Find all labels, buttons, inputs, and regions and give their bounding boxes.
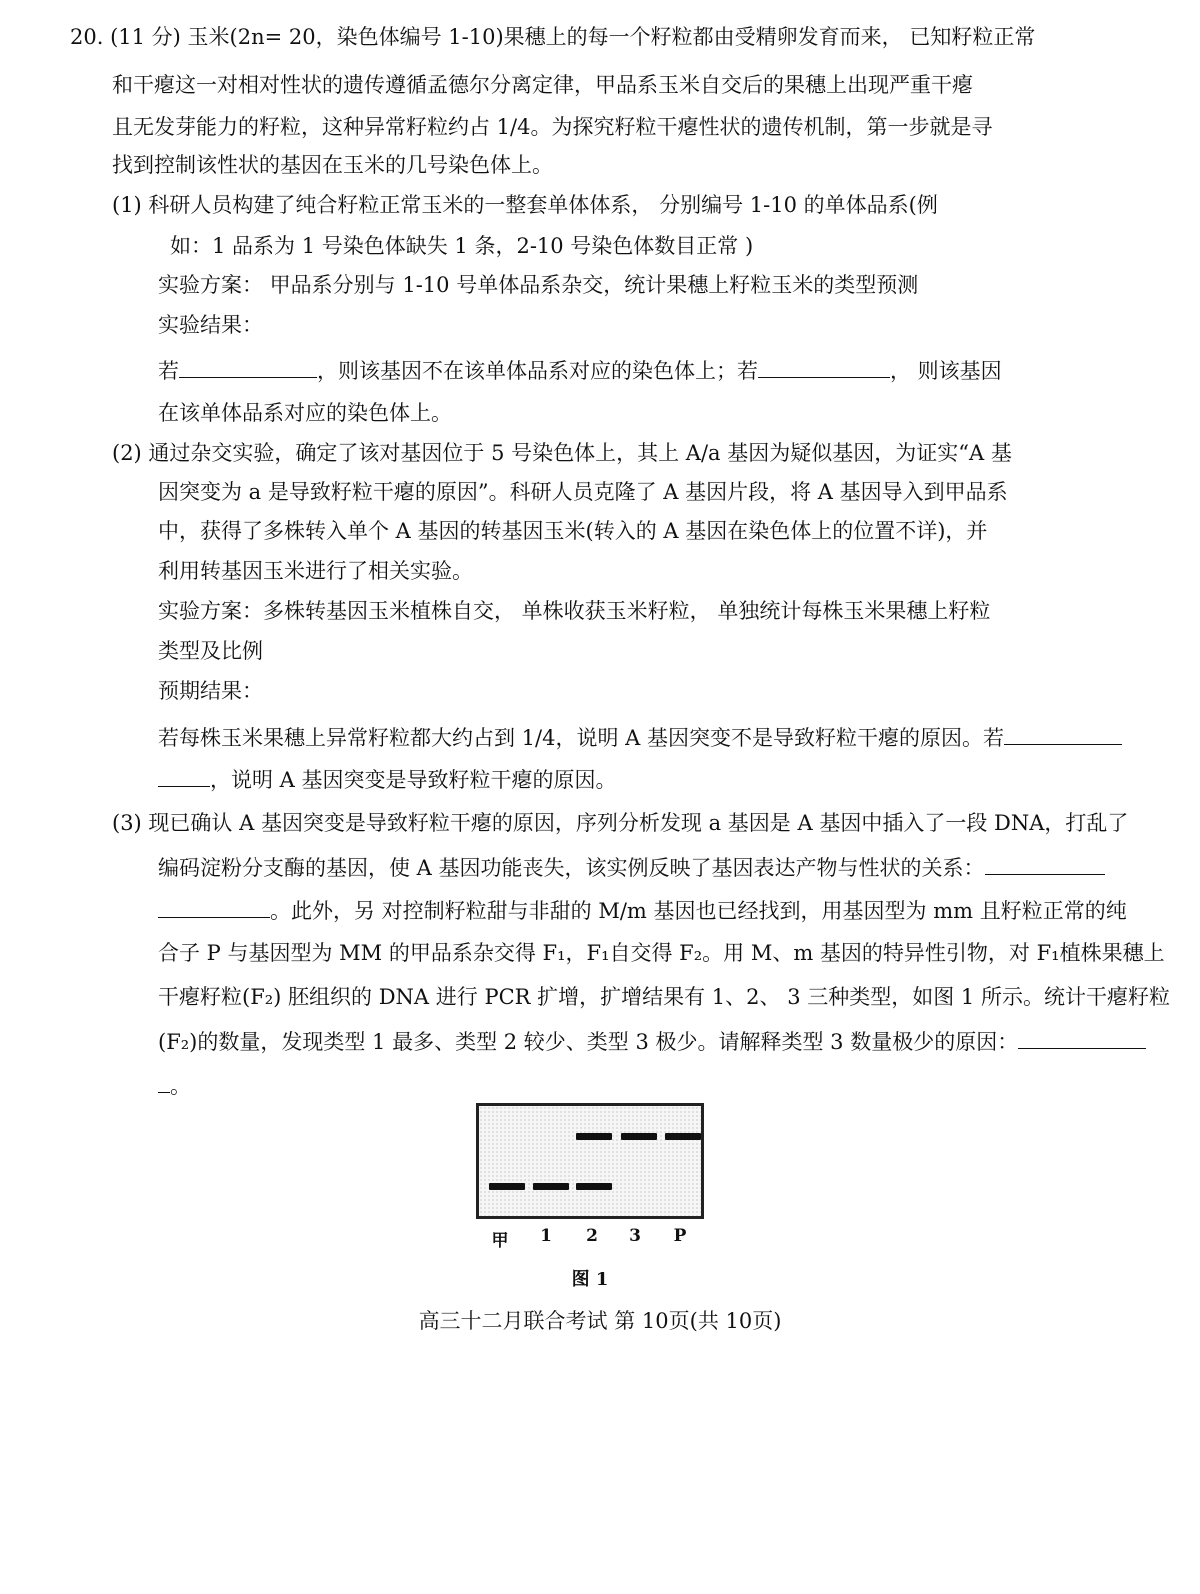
answer-blank-3-cont[interactable] <box>158 764 210 787</box>
part1-fill-end: 在该单体品系对应的染色体上。 <box>158 401 452 425</box>
part1-line-1: (1) 科研人员构建了纯合籽粒正常玉米的一整套单体体系， 分别编号 1-10 的单体品系(例 <box>112 193 938 217</box>
part1-fill-c: ， 则该基因 <box>890 359 1002 383</box>
part1-fill-a: 若 <box>158 359 179 383</box>
part2-line-1: (2) 通过杂交实验，确定了该对基因位于 5 号染色体上，其上 A/a 基因为疑似基因，为证实“A 基 <box>112 441 1012 465</box>
part2-line-2: 因突变为 a 是导致籽粒干瘪的原因”。科研人员克隆了 A 基因片段，将 A 基因导入到甲品系 <box>158 480 1008 504</box>
question-line-3: 且无发芽能力的籽粒，这种异常籽粒约占 1/4。为探究籽粒干瘪性状的遗传机制，第一步就是寻 <box>112 115 993 139</box>
part2-result-line <box>158 722 1122 753</box>
band-lane-2-upper <box>576 1133 612 1140</box>
band-lane-3-upper <box>621 1133 657 1140</box>
part3-line-2: 编码淀粉分支酶的基因，使 A 基因功能丧失，该实例反映了基因表达产物与性状的关系： <box>158 856 985 880</box>
lane-label-3: 3 <box>629 1226 641 1246</box>
band-lane-jia-lower <box>489 1183 525 1190</box>
part2-scheme-cont: 类型及比例 <box>158 639 263 663</box>
part2-scheme: 实验方案：多株转基因玉米植株自交， 单株收获玉米籽粒， 单独统计每株玉米果穗上籽粒 <box>158 599 991 623</box>
band-lane-1-lower <box>533 1183 569 1190</box>
part3-line-1: (3) 现已确认 A 基因突变是导致籽粒干瘪的原因，序列分析发现 a 基因是 A 基因中插入了一段 DNA，打乱了 <box>112 811 1129 835</box>
part1-fill-line <box>158 355 1002 386</box>
part3-line-2-row <box>158 852 1105 883</box>
band-lane-p-upper <box>665 1133 701 1140</box>
part3-line-7-end: 。 <box>170 1074 191 1098</box>
part1-line-2: 如：1 品系为 1 号染色体缺失 1 条，2-10 号染色体数目正常 ) <box>170 234 754 258</box>
part1-scheme: 实验方案： 甲品系分别与 1-10 号单体品系杂交，统计果穗上籽粒玉米的类型预测 <box>158 273 919 297</box>
part3-line-3-row <box>158 895 1127 926</box>
part3-line-7-row <box>158 1070 191 1101</box>
part1-fill-b: ，则该基因不在该单体品系对应的染色体上；若 <box>317 359 758 383</box>
gel-figure <box>476 1103 704 1219</box>
page-footer: 高三十二月联合考试 第 10页(共 10页) <box>418 1309 782 1333</box>
answer-blank-2[interactable] <box>758 355 890 378</box>
band-lane-2-lower <box>576 1183 612 1190</box>
part3-line-4: 合子 P 与基因型为 MM 的甲品系杂交得 F₁，F₁自交得 F₂。用 M、m 基因的特异性引物，对 F₁植株果穗上 <box>158 941 1165 965</box>
answer-blank-1[interactable] <box>179 355 317 378</box>
part2-line-3: 中，获得了多株转入单个 A 基因的转基因玉米(转入的 A 基因在染色体上的位置不详)，并 <box>158 519 988 543</box>
question-line-4: 找到控制该性状的基因在玉米的几号染色体上。 <box>112 153 553 177</box>
lane-label-2: 2 <box>586 1226 598 1246</box>
part3-line-6-row <box>158 1026 1146 1057</box>
lane-label-jia: 甲 <box>491 1231 509 1251</box>
question-line-1: 20. (11 分) 玉米(2n= 20，染色体编号 1-10)果穗上的每一个籽粒都由受精卵发育而来， 已知籽粒正常 <box>70 25 1036 49</box>
answer-blank-4[interactable] <box>985 852 1105 875</box>
question-line-2: 和干瘪这一对相对性状的遗传遵循孟德尔分离定律，甲品系玉米自交后的果穗上出现严重干瘪 <box>112 73 973 97</box>
part2-line-4: 利用转基因玉米进行了相关实验。 <box>158 559 473 583</box>
part2-result-end-line <box>158 764 617 795</box>
answer-blank-5[interactable] <box>1018 1026 1146 1049</box>
part3-line-5: 干瘪籽粒(F₂) 胚组织的 DNA 进行 PCR 扩增，扩增结果有 1、2、 3 三种类型，如图 1 所示。统计干瘪籽粒 <box>158 985 1170 1009</box>
part2-expected-label: 预期结果： <box>158 679 263 703</box>
answer-blank-4-cont[interactable] <box>158 895 270 918</box>
part3-line-6: (F₂)的数量，发现类型 1 最多、类型 2 较少、类型 3 极少。请解释类型 3 数量极少的原因： <box>158 1030 1019 1054</box>
lane-label-1: 1 <box>540 1226 552 1246</box>
lane-label-p: P <box>673 1226 687 1246</box>
part2-result-end: ，说明 A 基因突变是导致籽粒干瘪的原因。 <box>210 768 617 792</box>
part1-result-label: 实验结果： <box>158 313 263 337</box>
part2-result-text: 若每株玉米果穗上异常籽粒都大约占到 1/4，说明 A 基因突变不是导致籽粒干瘪的原因。若 <box>158 726 1004 750</box>
answer-blank-5-cont[interactable] <box>158 1070 170 1093</box>
figure-caption: 图 1 <box>571 1269 609 1290</box>
part3-line-3: 。此外，另 对控制籽粒甜与非甜的 M/m 基因也已经找到，用基因型为 mm 且籽粒正常的纯 <box>270 899 1127 923</box>
answer-blank-3[interactable] <box>1004 722 1122 745</box>
